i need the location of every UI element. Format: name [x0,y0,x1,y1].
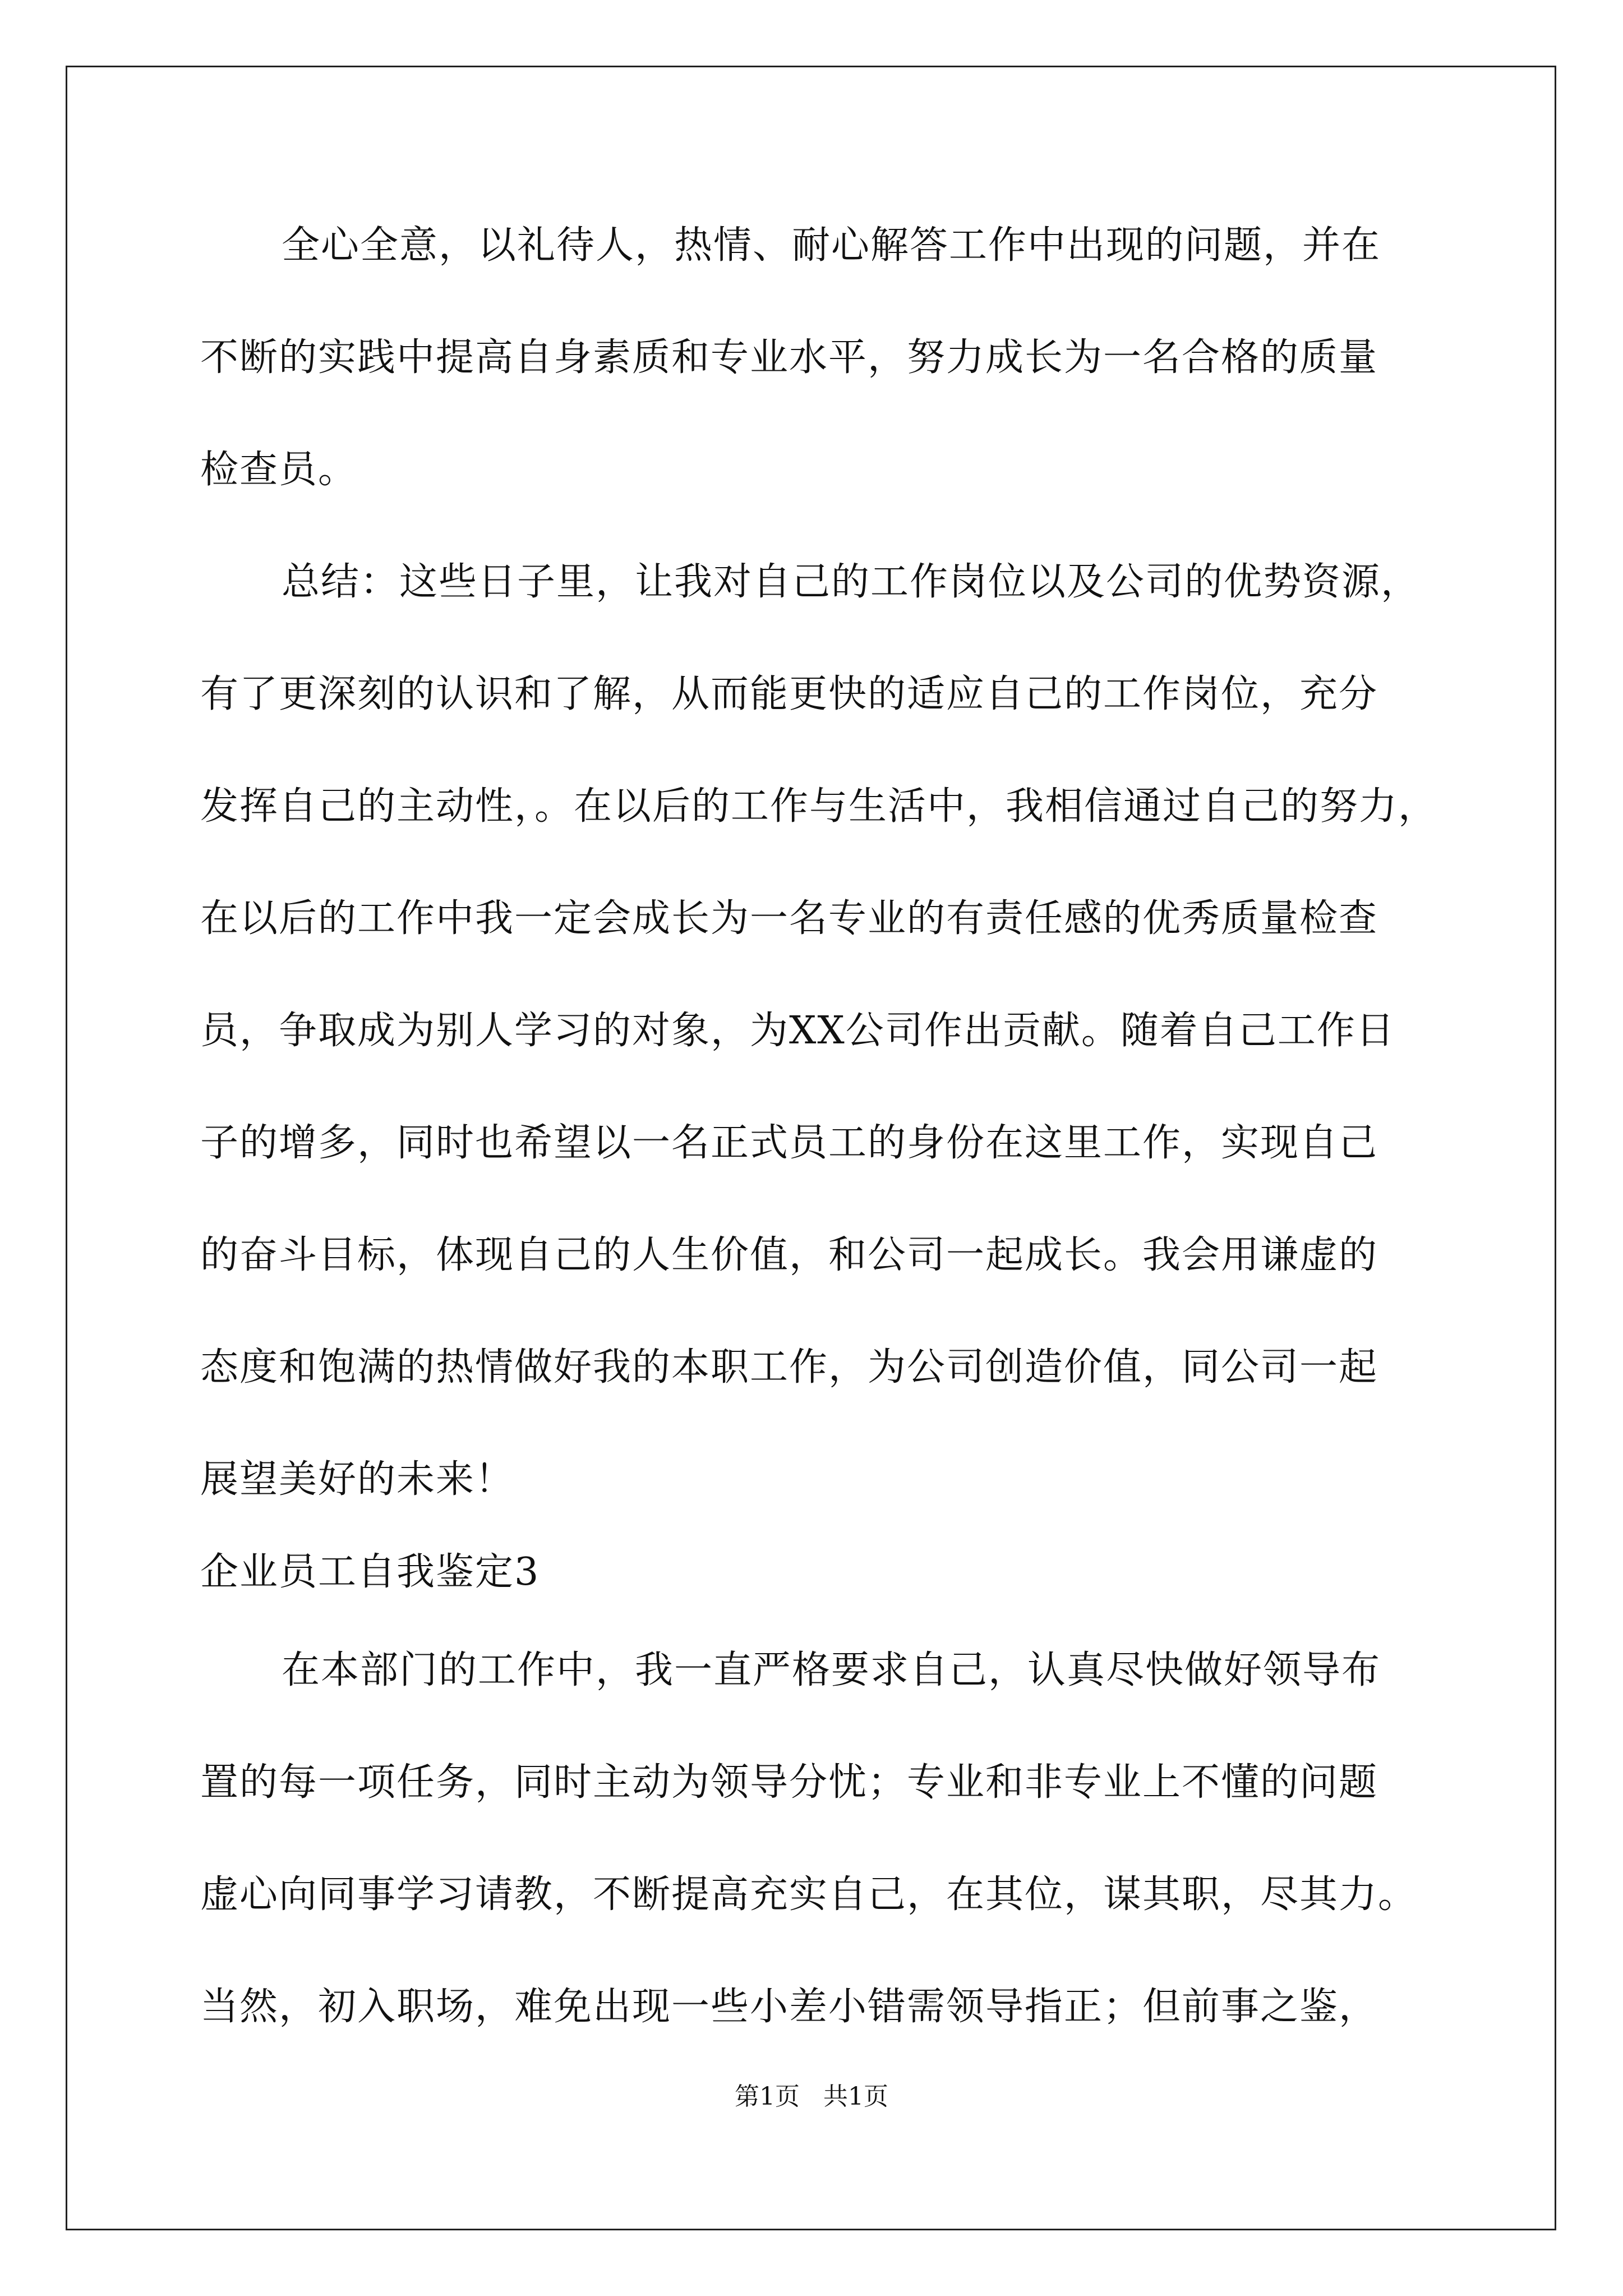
text-line: 在以后的工作中我一定会成长为一名专业的有责任感的优秀质量检查 [200,896,1378,941]
text-line: 全心全意，以礼待人，热情、耐心解答工作中出现的问题，并在 [282,223,1381,268]
text-line: 虚心向同事学习请教，不断提高充实自己，在其位，谋其职，尽其力。 [200,1872,1418,1917]
text-line: 当然，初入职场，难免出现一些小差小错需领导指正；但前事之鉴， [200,1985,1378,2029]
text-line: 在本部门的工作中，我一直严格要求自己，认真尽快做好领导布 [282,1648,1381,1692]
text-line: 员，争取成为别人学习的对象，为XX公司作出贡献。随着自己工作日 [200,1009,1395,1053]
page-number-footer: 第1页 共1页 [735,2082,888,2111]
text-line: 不断的实践中提高自身素质和专业水平，努力成长为一名合格的质量 [200,335,1378,380]
text-line: 置的每一项任务，同时主动为领导分忧；专业和非专业上不懂的问题 [200,1760,1378,1805]
text-line: 的奋斗目标，体现自己的人生价值，和公司一起成长。我会用谦虚的 [200,1233,1378,1277]
text-line: 展望美好的未来！ [200,1457,515,1502]
text-line: 检查员。 [200,448,358,492]
text-line: 发挥自己的主动性，。在以后的工作与生活中，我相信通过自己的努力， [200,784,1438,829]
text-line: 有了更深刻的认识和了解，从而能更快的适应自己的工作岗位，充分 [200,672,1378,716]
section-heading: 企业员工自我鉴定3 [200,1550,540,1594]
text-line: 总结：这些日子里，让我对自己的工作岗位以及公司的优势资源， [282,560,1421,604]
text-line: 子的增多，同时也希望以一名正式员工的身份在这里工作，实现自己 [200,1121,1378,1165]
text-line: 态度和饱满的热情做好我的本职工作，为公司创造价值，同公司一起 [200,1345,1378,1389]
